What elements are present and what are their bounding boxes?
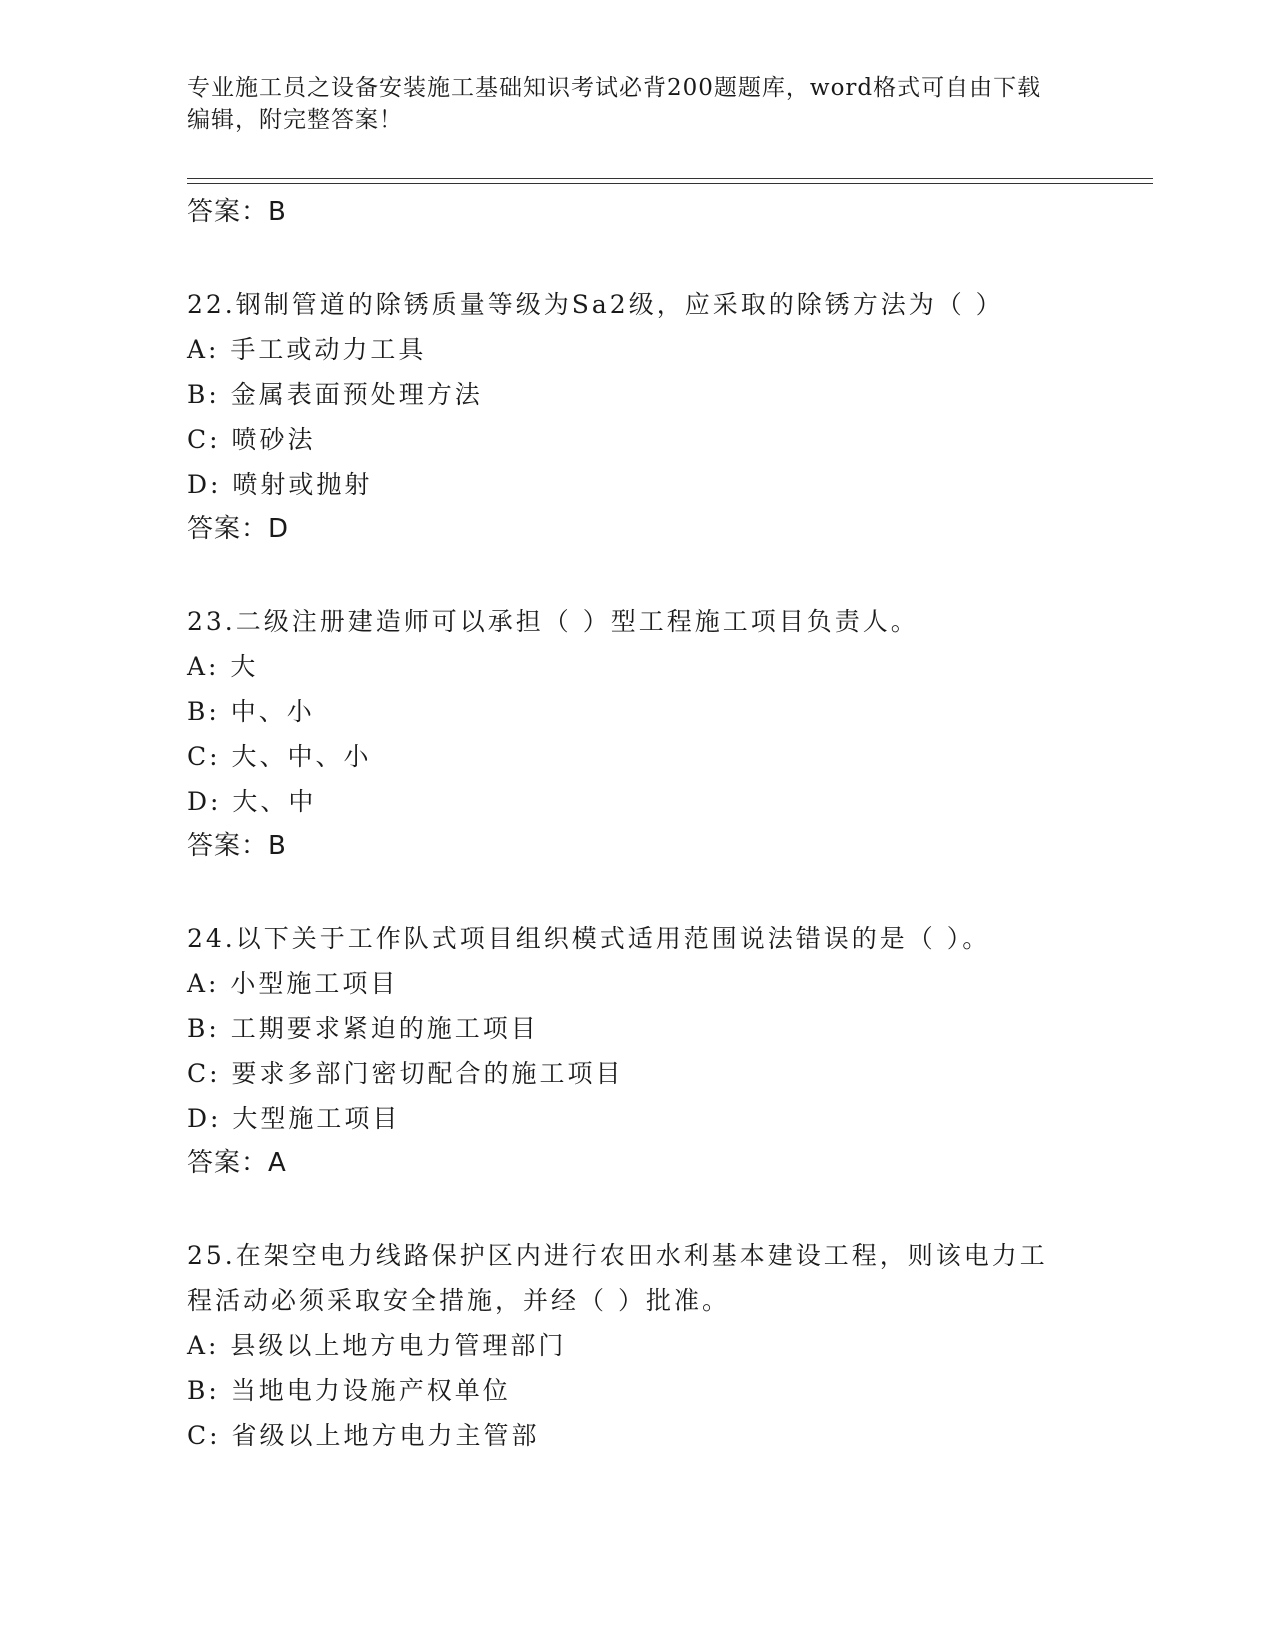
option-b: B: 中、小 [187, 697, 315, 726]
document-header [187, 72, 1087, 136]
question-stem: 25.在架空电力线路保护区内进行农田水利基本建设工程，则该电力工 [187, 1241, 1048, 1270]
option-c: C: 大、中、小 [187, 742, 372, 771]
header-line-2: 编辑，附完整答案！ [187, 107, 403, 133]
option-c: C: 要求多部门密切配合的施工项目 [187, 1059, 624, 1088]
option-b: B: 当地电力设施产权单位 [187, 1376, 511, 1405]
option-b: B: 工期要求紧迫的施工项目 [187, 1014, 539, 1043]
header-line-1: 专业施工员之设备安装施工基础知识考试必背200题题库，word格式可自由下载 [187, 75, 1042, 101]
option-a: A: 手工或动力工具 [187, 335, 427, 364]
option-c: C: 省级以上地方电力主管部 [187, 1421, 540, 1450]
block-gap [187, 235, 1153, 282]
question-24 [187, 916, 1153, 1186]
answer-line: 答案：A [187, 1148, 287, 1178]
option-a: A: 县级以上地方电力管理部门 [187, 1331, 567, 1360]
block-gap [187, 1186, 1153, 1233]
block-gap [187, 552, 1153, 599]
header-rule-top [187, 178, 1153, 179]
question-stem: 23.二级注册建造师可以承担（ ）型工程施工项目负责人。 [187, 607, 919, 636]
answer-line: 答案：B [187, 197, 287, 227]
option-b: B: 金属表面预处理方法 [187, 380, 483, 409]
option-a: A: 大 [187, 652, 259, 681]
question-25 [187, 1233, 1153, 1458]
option-d: D: 大、中 [187, 787, 317, 816]
question-stem: 24.以下关于工作队式项目组织模式适用范围说法错误的是（ ）。 [187, 924, 991, 953]
question-23 [187, 599, 1153, 869]
option-d: D: 喷射或抛射 [187, 470, 373, 499]
option-a: A: 小型施工项目 [187, 969, 399, 998]
option-c: C: 喷砂法 [187, 425, 316, 454]
option-d: D: 大型施工项目 [187, 1104, 401, 1133]
question-stem: 22.钢制管道的除锈质量等级为Sa2级，应采取的除锈方法为（ ） [187, 290, 1004, 319]
answer-line: 答案：B [187, 831, 287, 861]
answer-line: 答案：D [187, 514, 290, 544]
question-list [187, 190, 1153, 1458]
question-stem-continued: 程活动必须采取安全措施，并经（ ）批准。 [187, 1286, 730, 1315]
question-22 [187, 282, 1153, 552]
header-rule-bottom [187, 183, 1153, 184]
block-gap [187, 869, 1153, 916]
